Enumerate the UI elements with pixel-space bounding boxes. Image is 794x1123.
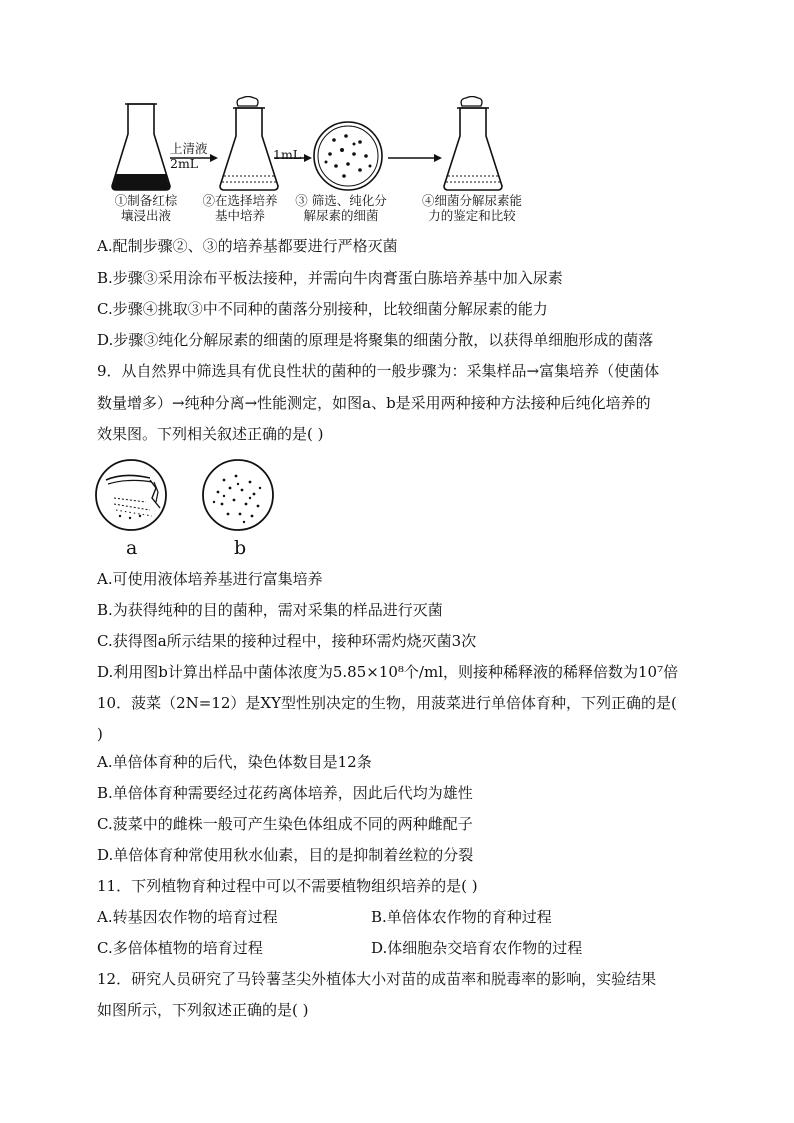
step-3-label <box>286 193 396 223</box>
spread-plate-icon <box>203 460 273 530</box>
q11-stem: 11．下列植物育种过程中可以不需要植物组织培养的是( ) <box>97 877 478 895</box>
step-2-label-line2: 基中培养 <box>214 208 265 223</box>
q9-stem-line-2: 数量增多）→纯种分离→性能测定，如图a、b是采用两种接种方法接种后纯化培养的 <box>97 394 651 412</box>
q11-option-b: B.单倍体农作物的育种过程 <box>371 908 552 926</box>
streak-plate-icon <box>96 460 166 530</box>
q8-option-a: A.配制步骤②、③的培养基都要进行严格灭菌 <box>97 237 398 255</box>
q12-stem-line-1: 12．研究人员研究了马铃薯茎尖外植体大小对苗的成苗率和脱毒率的影响，实验结果 <box>97 970 657 988</box>
q9-stem-line-1: 9．从自然界中筛选具有优良性状的菌种的一般步骤为：采集样品→富集培养（使菌体 <box>97 362 660 380</box>
q9-option-c: C.获得图a所示结果的接种过程中，接种环需灼烧灭菌3次 <box>97 632 477 650</box>
q10-option-d: D.单倍体育种常使用秋水仙素，目的是抑制着丝粒的分裂 <box>97 846 474 864</box>
q11-option-d: D.体细胞杂交培育农作物的过程 <box>371 939 583 957</box>
flask-4-icon <box>444 97 502 191</box>
q8-option-c: C.步骤④挑取③中不同种的菌落分别接种，比较细菌分解尿素的能力 <box>97 300 548 318</box>
q10-stem-line-2: ) <box>97 725 103 743</box>
q8-option-b: B.步骤③采用涂布平板法接种，并需向牛肉膏蛋白胨培养基中加入尿素 <box>97 269 563 287</box>
petri-dish-icon <box>314 122 382 190</box>
flask-1-icon <box>112 104 170 190</box>
q12-stem-line-2: 如图所示，下列叙述正确的是( ) <box>97 1001 309 1019</box>
step-1-label-line1: ①制备红棕 <box>114 193 178 208</box>
step-3-label-line2: 解尿素的细菌 <box>303 208 379 223</box>
step-4-label-line1: ④细菌分解尿素能 <box>421 193 522 208</box>
figure-label-a: a <box>126 537 138 559</box>
step-2-label-line1: ②在选择培养 <box>202 193 278 208</box>
q10-option-a: A.单倍体育种的后代，染色体数目是12条 <box>97 753 372 771</box>
q10-option-c: C.菠菜中的雌株一般可产生染色体组成不同的两种雌配子 <box>97 815 473 833</box>
q11-option-c: C.多倍体植物的培育过程 <box>97 939 263 957</box>
arrow-2-label: 1mL <box>273 147 302 162</box>
step-4-label <box>410 193 534 223</box>
step-3-label-line1: ③ 筛选、纯化分 <box>295 193 387 208</box>
step-1-label <box>98 193 194 223</box>
flask-2-icon <box>220 97 278 191</box>
step-4-label-line2: 力的鉴定和比较 <box>428 208 516 223</box>
step-1-label-line2: 壤浸出液 <box>120 208 171 223</box>
q9-stem-line-3: 效果图。下列相关叙述正确的是( ) <box>97 425 324 443</box>
q10-option-b: B.单倍体育种需要经过花药离体培养，因此后代均为雄性 <box>97 784 473 802</box>
q9-option-a: A.可使用液体培养基进行富集培养 <box>97 570 323 588</box>
step-2-label <box>192 193 288 223</box>
arrow-1-label-bottom: 2mL <box>170 156 199 171</box>
q9-option-d: D.利用图b计算出样品中菌体浓度为5.85×10⁸个/ml，则接种稀释液的稀释倍数为10⁷倍 <box>97 663 679 681</box>
arrow-1-label-top: 上清液 <box>170 141 208 156</box>
arrow-3-icon <box>388 154 442 162</box>
q11-option-a: A.转基因农作物的培育过程 <box>97 908 278 926</box>
plates-figure <box>94 458 284 538</box>
figure-label-b: b <box>234 537 247 559</box>
q8-option-d: D.步骤③纯化分解尿素的细菌的原理是将聚集的细菌分散，以获得单细胞形成的菌落 <box>97 331 654 349</box>
q10-stem-line-1: 10．菠菜（2N=12）是XY型性别决定的生物，用菠菜进行单倍体育种，下列正确的是( <box>97 694 677 712</box>
q9-option-b: B.为获得纯种的目的菌种，需对采集的样品进行灭菌 <box>97 601 443 619</box>
